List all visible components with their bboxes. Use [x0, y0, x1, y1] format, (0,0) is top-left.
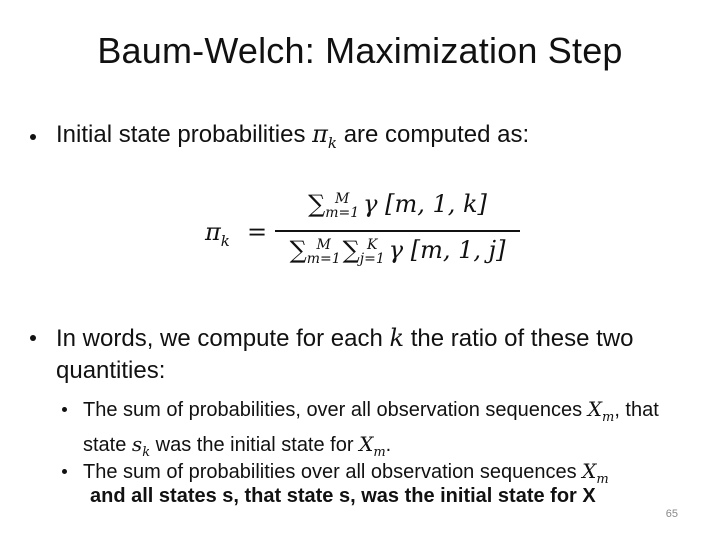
bullet-text — [56, 120, 529, 152]
slide-title: Baum-Welch: Maximization Step — [97, 30, 623, 71]
formula-numerator: ∑ M m=1 γ [m, 1, k] — [308, 190, 487, 221]
page-number: 65 — [665, 508, 678, 520]
formula-lhs: $\pi_k$ — [205, 218, 230, 250]
fraction-bar — [275, 230, 520, 232]
sub-bullet-dot — [62, 469, 67, 474]
bullet1-text-before: Initial state probabilities — [56, 121, 306, 148]
bullet-text: In words, we compute for each k the ratio of these two quantities: — [56, 324, 634, 384]
bullet-initial-probabilities — [30, 120, 529, 152]
sub-bullet-dot — [62, 407, 67, 412]
clipped-text: and all states s, that state s, was the initial state for X — [90, 485, 596, 507]
bullet-in-words — [30, 322, 700, 387]
clipped-text-line — [90, 485, 650, 507]
sub-bullet-text: The sum of probabilities over all observation sequences $X_m$ — [83, 459, 609, 487]
bullet-dot — [30, 134, 36, 140]
bullet1-text-after: are computed as: — [343, 121, 530, 148]
sub-bullet-text: The sum of probabilities, over all observation sequences $X_m$, that state $s_k$ was the initial state for $X_m$. — [83, 397, 659, 460]
pi-formula — [205, 190, 535, 276]
formula-equals: = — [247, 218, 268, 246]
sub-bullet-sum-observations — [62, 396, 702, 466]
pi-symbol: $\pi_k$ — [312, 120, 338, 152]
bullet-dot — [30, 335, 36, 341]
formula-denominator: ∑ M m=1 ∑ K j=1 γ [m, 1, j] — [289, 236, 506, 267]
